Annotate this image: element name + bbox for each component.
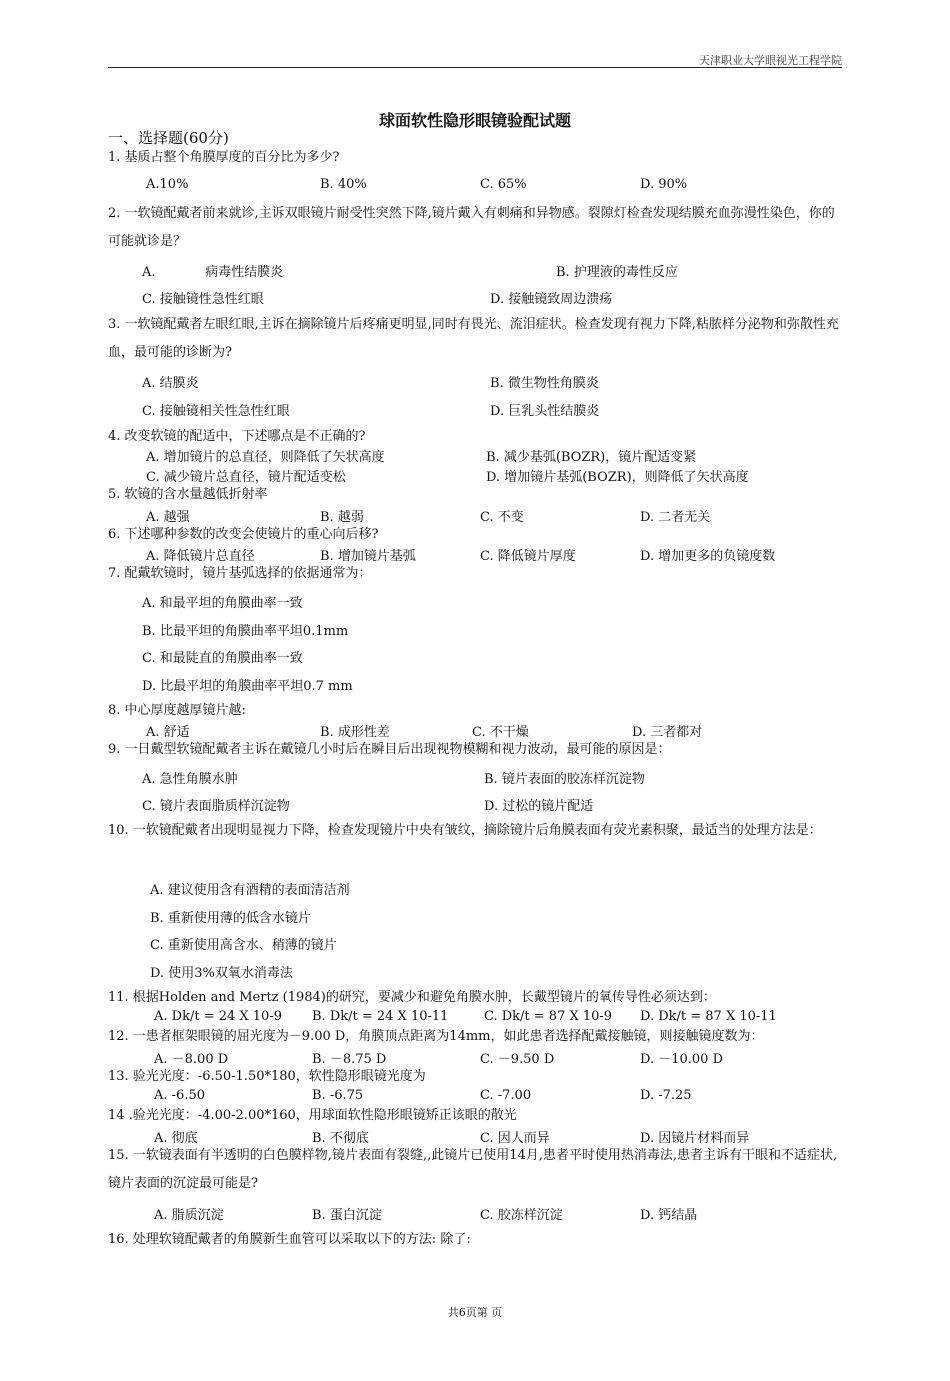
option-b: B. 40%: [320, 177, 367, 192]
page-footer: 共6页第 页: [447, 1306, 503, 1319]
option-c: C. 降低镜片厚度: [480, 549, 576, 564]
option-a: A. 脂质沉淀: [154, 1208, 224, 1223]
option-b: B. 微生物性角膜炎: [490, 376, 599, 391]
option-a: A. -6.50: [154, 1088, 205, 1103]
option-c: C. 65%: [480, 177, 527, 192]
option-d: D. 使用3%双氧水消毒法: [150, 966, 293, 981]
question-text: 1. 基质占整个角膜厚度的百分比为多少?: [108, 150, 340, 165]
option-d: D. 增加镜片基弧(BOZR)，则降低了矢状高度: [486, 470, 749, 485]
option-c: C. 重新使用高含水、稍薄的镜片: [150, 938, 337, 953]
option-d: D. 钙结晶: [640, 1208, 698, 1223]
option-a: A. 和最平坦的角膜曲率一致: [142, 596, 303, 611]
question-text: 14 .验光光度：-4.00-2.00*160，用球面软性隐形眼镜矫正该眼的散光: [108, 1108, 517, 1123]
question-2: [108, 200, 846, 255]
option-b: B. 比最平坦的角膜曲率平坦0.1mm: [142, 624, 349, 639]
header-institution: 天津职业大学眼视光工程学院: [699, 54, 842, 67]
option-c: C. －9.50 D: [480, 1052, 555, 1067]
option-a: A. 病毒性结膜炎: [142, 265, 284, 280]
question-text: 13. 验光光度：-6.50-1.50*180，软性隐形眼镜光度为: [108, 1069, 426, 1084]
option-d: D. 因镜片材料而异: [640, 1131, 750, 1146]
question-7: [108, 560, 846, 588]
question-text: 9. 一日戴型软镜配戴者主诉在戴镜几小时后在瞬目后出现视物模糊和视力波动，最可能的原因是：: [108, 742, 671, 757]
question-text: 2. 一软镜配戴者前来就诊,主诉双眼镜片耐受性突然下降,镜片戴入有刺痛和异物感。裂隙灯检查发现结膜充血弥漫性染色，你的可能就诊是？: [108, 206, 835, 249]
option-b: B. 镜片表面的胶冻样沉淀物: [484, 772, 645, 787]
question-12: [108, 1023, 846, 1051]
option-c: C. 减少镜片总直径，镜片配适变松: [146, 470, 346, 485]
option-a: A. 建议使用含有酒精的表面清洁剂: [150, 883, 350, 898]
option-c: C. Dk/t = 87 X 10-9: [484, 1009, 613, 1024]
question-text: 3. 一软镜配戴者左眼红眼,主诉在摘除镜片后疼痛更明显,同时有畏光、流泪症状。检查发现有视力下降,粘脓样分泌物和弥散性充血，最可能的诊断为?: [108, 317, 839, 360]
question-text: 4. 改变软镜的配适中，下述哪点是不正确的?: [108, 429, 366, 444]
option-c: C. 因人而异: [480, 1131, 550, 1146]
question-text: 6. 下述哪种参数的改变会使镜片的重心向后移?: [108, 527, 379, 542]
question-text: 8. 中心厚度越厚镜片越:: [108, 703, 246, 718]
option-b: B. 成形性差: [320, 725, 390, 740]
option-d: D. 巨乳头性结膜炎: [490, 404, 600, 419]
option-c: C. 不变: [480, 510, 524, 525]
option-d: D. 三者都对: [632, 725, 703, 740]
option-a: A.10%: [146, 177, 189, 192]
option-c: C. 接触镜性急性红眼: [142, 292, 264, 307]
option-b: B. 增加镜片基弧: [320, 549, 416, 564]
question-16: [108, 1226, 846, 1254]
option-a: A. 急性角膜水肿: [142, 772, 238, 787]
option-d: D. 增加更多的负镜度数: [640, 549, 776, 564]
option-b: B. Dk/t = 24 X 10-11: [312, 1009, 449, 1024]
option-c: C. 胶冻样沉淀: [480, 1208, 563, 1223]
option-a: A. 彻底: [154, 1131, 198, 1146]
option-d: D. －10.00 D: [640, 1052, 723, 1067]
question-13: [108, 1063, 846, 1091]
option-d: D. -7.25: [640, 1088, 692, 1103]
option-d: D. 过松的镜片配适: [484, 799, 594, 814]
option-b: B. 减少基弧(BOZR)，镜片配适变紧: [486, 450, 697, 465]
option-a: A. 舒适: [146, 725, 190, 740]
option-a: A. Dk/t = 24 X 10-9: [154, 1009, 282, 1024]
option-b: B. －8.75 D: [312, 1052, 387, 1067]
option-a: A. 结膜炎: [142, 376, 199, 391]
option-b: B. -6.75: [312, 1088, 364, 1103]
option-c: C. 不干燥: [472, 725, 529, 740]
option-b: B. 护理液的毒性反应: [556, 265, 678, 280]
option-b: B. 不彻底: [312, 1131, 369, 1146]
question-10: [108, 817, 846, 845]
question-text: 12. 一患者框架眼镜的屈光度为－9.00 D，角膜顶点距离为14mm，如此患者选择配戴接触镜，则接触镜度数为：: [108, 1029, 764, 1044]
question-text: 15. 一软镜表面有半透明的白色膜样物,镜片表面有裂缝,,此镜片已使用14月,患者平时使用热消毒法,患者主诉有干眼和不适症状,镜片表面的沉淀最可能是?: [108, 1148, 838, 1191]
question-text: 5. 软镜的含水量越低折射率: [108, 487, 268, 502]
question-3: [108, 311, 846, 366]
question-text: 7. 配戴软镜时，镜片基弧选择的依据通常为：: [108, 566, 372, 581]
question-14: [108, 1102, 846, 1130]
option-d: D. 90%: [640, 177, 688, 192]
option-b: B. 越弱: [320, 510, 364, 525]
question-text: 10. 一软镜配戴者出现明显视力下降，检查发现镜片中央有皱纹，摘除镜片后角膜表面有荧光素积聚，最适当的处理方法是：: [108, 823, 822, 838]
option-a: A. 增加镜片的总直径，则降低了矢状高度: [146, 450, 385, 465]
option-d: D. 比最平坦的角膜曲率平坦0.7 mm: [142, 679, 353, 694]
section-heading: 一、选择题(60分): [108, 129, 229, 147]
option-c: C. 和最陡直的角膜曲率一致: [142, 651, 303, 666]
option-b: B. 蛋白沉淀: [312, 1208, 382, 1223]
option-d: D. 二者无关: [640, 510, 711, 525]
option-c: C. -7.00: [480, 1088, 532, 1103]
question-text: 16. 处理软镜配戴者的角膜新生血管可以采取以下的方法: 除了:: [108, 1232, 471, 1247]
question-15: [108, 1142, 846, 1197]
question-5: [108, 481, 846, 509]
option-d: D. Dk/t = 87 X 10-11: [640, 1009, 777, 1024]
option-c: C. 接触镜相关性急性红眼: [142, 404, 290, 419]
option-b: B. 重新使用薄的低含水镜片: [150, 911, 311, 926]
option-a: A. 越强: [146, 510, 190, 525]
header-divider: [108, 67, 842, 68]
question-1: [108, 144, 846, 172]
question-11: [108, 984, 846, 1012]
question-text: 11. 根据Holden and Mertz (1984)的研究，要减少和避免角膜水肿，长戴型镜片的氧传导性必须达到：: [108, 990, 716, 1005]
option-d: D. 接触镜致周边溃疡: [490, 292, 613, 307]
option-c: C. 镜片表面脂质样沉淀物: [142, 799, 290, 814]
question-9: [108, 736, 846, 764]
option-a: A. 降低镜片总直径: [146, 549, 255, 564]
page-title: 球面软性隐形眼镜验配试题: [378, 111, 571, 130]
option-a: A. －8.00 D: [154, 1052, 229, 1067]
